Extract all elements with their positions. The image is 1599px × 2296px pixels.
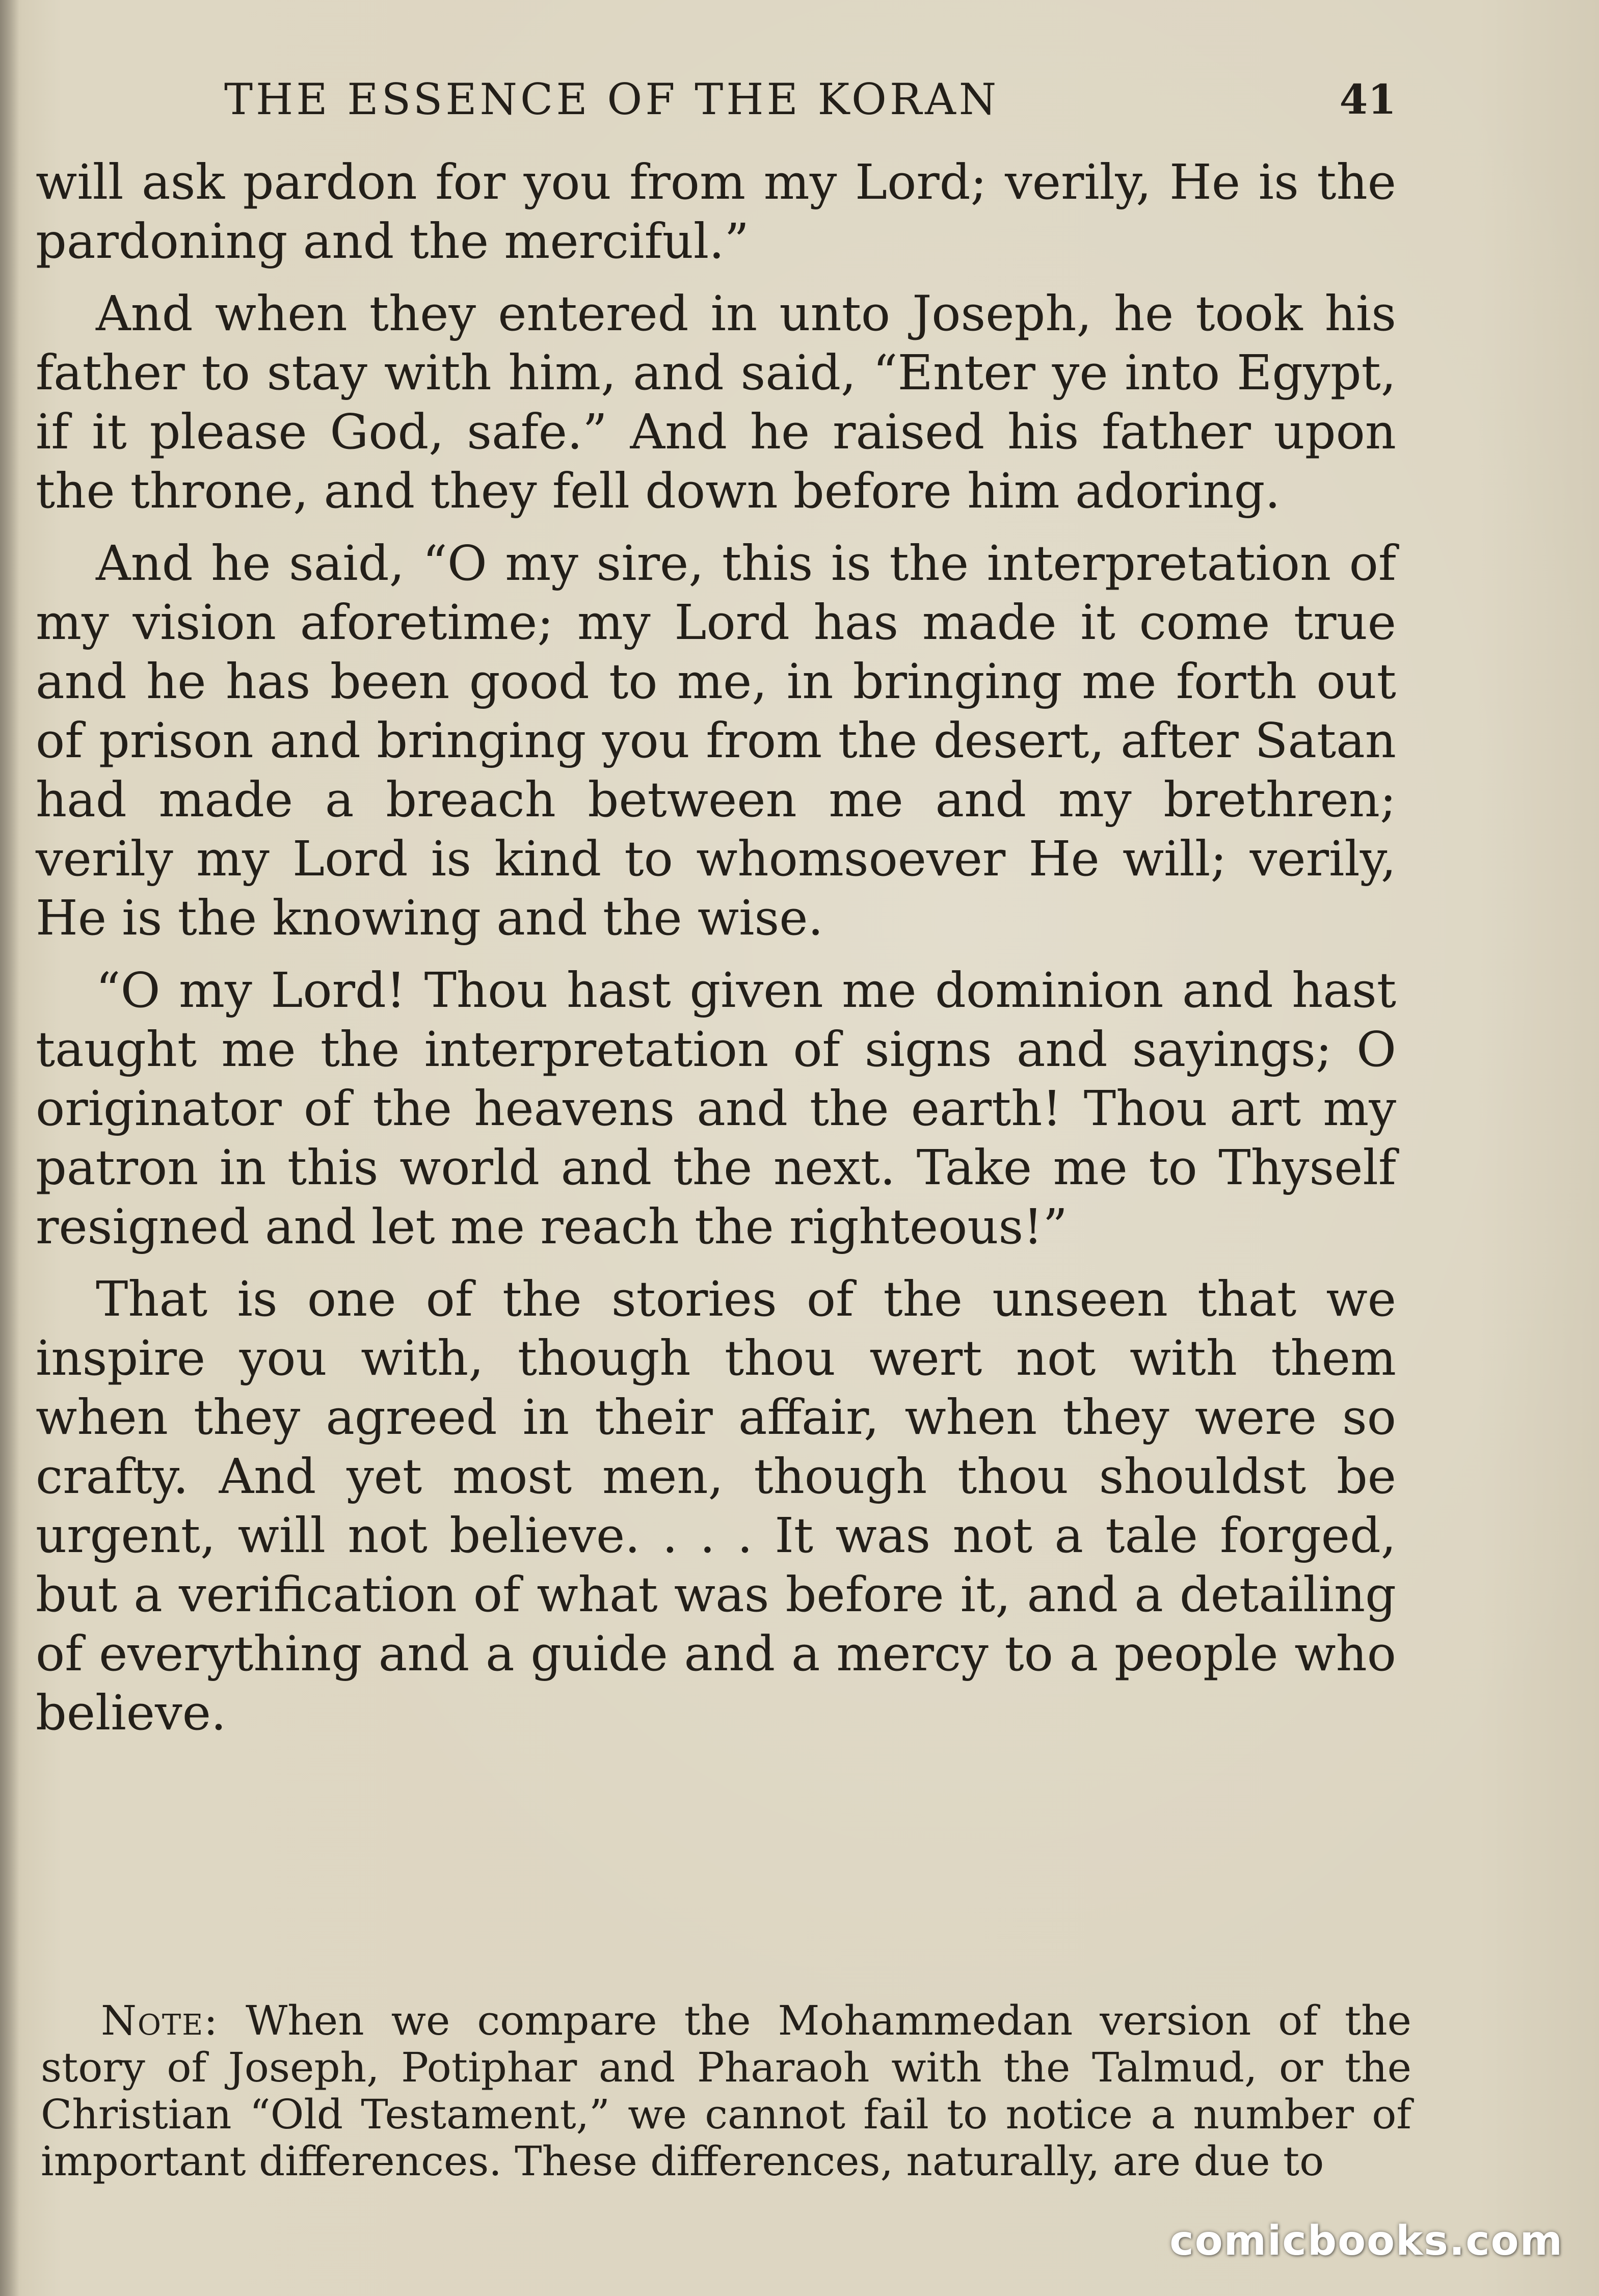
note-label: Note: [101, 1997, 219, 2044]
main-text [36, 153, 1396, 1756]
running-head [224, 71, 1396, 127]
running-title: THE ESSENCE OF THE KORAN [224, 74, 1000, 124]
page-number: 41 [1339, 75, 1396, 123]
paragraph-5: That is one of the stories of the unseen that we inspire you with, though thou wert not with them when they agreed in their affair, when they were so crafty. And yet most men, though thou shouldst be urgent, will not believe. . . . It was not a tale forged, but a verification of what was before it, and a detailing of everything and a guide and a mercy to a people who believe. [36, 1271, 1396, 1741]
paragraph-4: “O my Lord! Thou hast given me dominion and hast taught me the interpretation of signs and sayings; O originator of the heavens and the earth! Thou art my patron in this world and the next. Take me to Thyself resigned and let me reach the righteous!” [36, 963, 1396, 1255]
site-watermark: comicbooks.com [1169, 2217, 1563, 2264]
paragraph-3: And he said, “O my sire, this is the interpretation of my vision aforetime; my Lord has made it come true and he has been good to me, in bringing me forth out of prison and bringing you from the desert, after Satan had made a breach between me and my brethren; verily my Lord is kind to whomsoever He will; verily, He is the knowing and the wise. [36, 536, 1396, 946]
paragraph-2: And when they entered in unto Joseph, he took his father to stay with him, and said, “Enter ye into Egypt, if it please God, safe.” And he raised his father upon the throne, and they fell down before him adoring. [36, 286, 1396, 519]
paragraph-1: will ask pardon for you from my Lord; verily, He is the pardoning and the merciful.” [36, 154, 1396, 270]
spine-shadow [0, 0, 19, 2296]
footnote [41, 1997, 1411, 2185]
note-text: When we compare the Mohammedan version of the story of Joseph, Potiphar and Pharaoh with the Talmud, or the Christian “Old Testament,” we cannot fail to notice a number of important differences. These differences, naturally, are due to [41, 1997, 1411, 2185]
